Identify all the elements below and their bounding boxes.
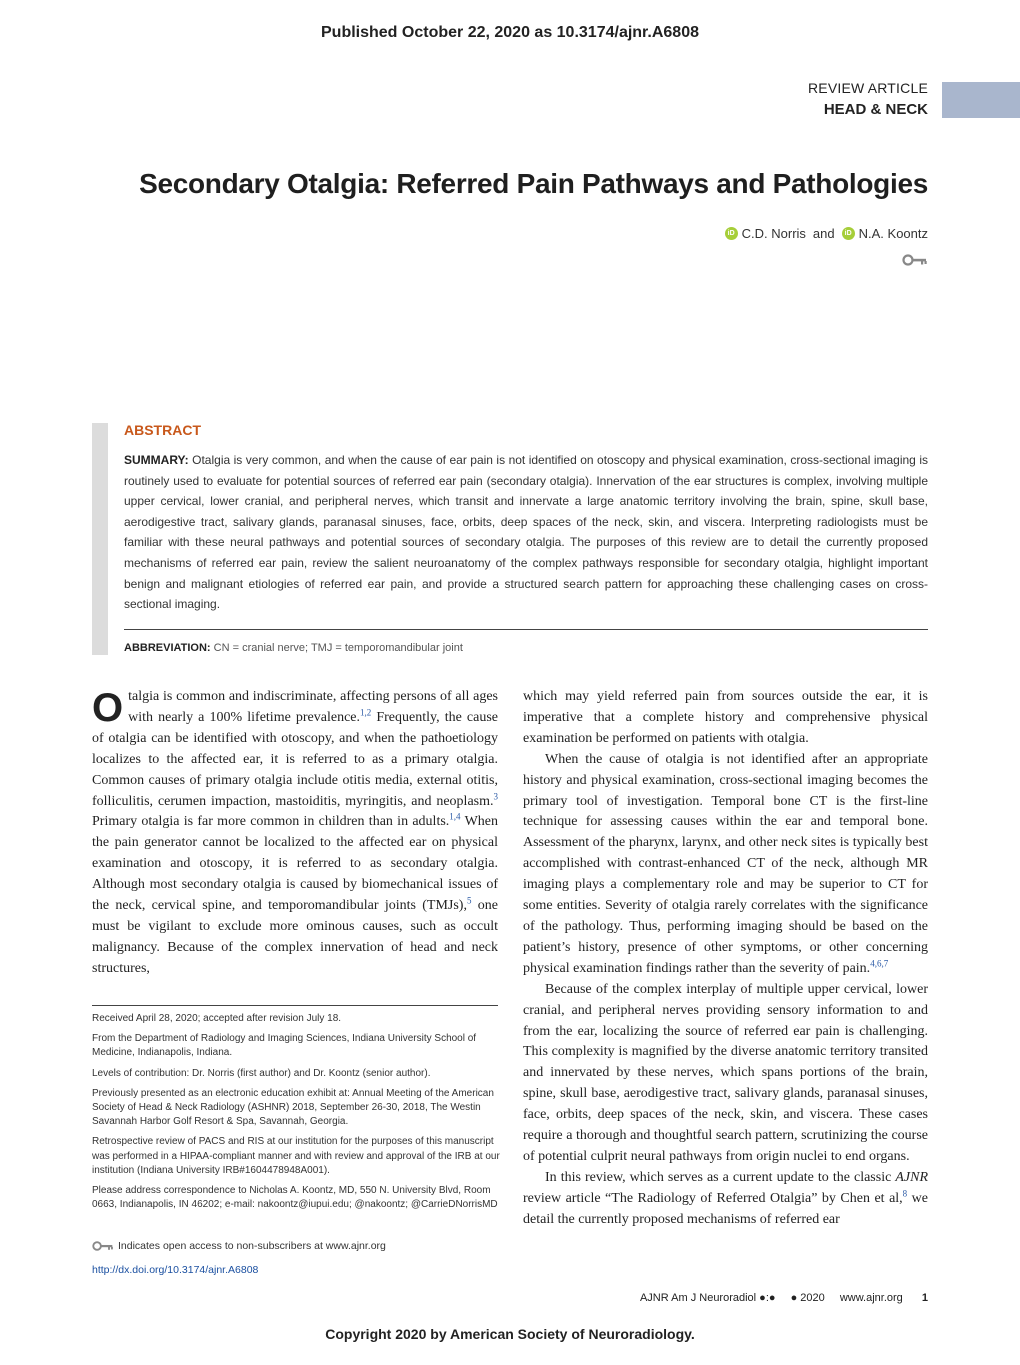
text-run: which may yield referred pain from sources outside the ear, it is imperative that a complete history and comprehensive physical examination be performed on patients with otalgia. <box>523 689 928 746</box>
summary-label: SUMMARY: <box>124 453 189 467</box>
footer-site[interactable]: www.ajnr.org <box>839 1292 903 1304</box>
footnotes <box>92 1012 502 1218</box>
footnote-affiliation: From the Department of Radiology and Imaging Sciences, Indiana University School of Medicine, Indianapolis, Indiana. <box>92 1033 477 1059</box>
footer-date: ● 2020 <box>790 1292 825 1304</box>
open-access-key-icon <box>902 253 928 267</box>
author-conjunction: and <box>812 226 835 241</box>
text-run: When the cause of otalgia is not identified after an appropriate history and physical examination, cross-sectional imaging becomes the primary tool of investigation. Temporal bone CT is the first-line technique for assessing causes within the ear and temporal bone. Assessment of the pharynx, larynx, and other neck sites is typically best accomplished with contrast-enhanced CT of the neck, although MR imaging plays a complementary role and may be superior to CT for some entities. Severity of otalgia rarely correlates with the significance of the pathology. Thus, performing imaging should be based on the patient’s history, presence of other symptoms, or other concerning physical examination findings rather than the severity of pain. <box>523 751 928 976</box>
published-line: Published October 22, 2020 as 10.3174/ajnr.A6808 <box>321 24 699 41</box>
citation[interactable]: 8 <box>902 1188 908 1199</box>
journal-name: AJNR <box>895 1169 928 1185</box>
copyright-line: Copyright 2020 by American Society of Neuroradiology. <box>325 1326 695 1342</box>
citation[interactable]: 5 <box>466 895 472 906</box>
summary-text: Otalgia is very common, and when the cause of ear pain is not identified on otoscopy and physical examination, cross-sectional imaging is routinely used to evaluate for potential sources of referred ear pain (secondary otalgia). Innervation of the ear structures is complex, involving multiple upper cervical, lower cranial, and peripheral nerves, which transit and innervate a large anatomic territory involving the brain, spine, skull base, aerodigestive tract, salivary glands, paranasal sinuses, face, orbits, deep spaces of the neck, skin, and viscera. Interpreting radiologists must be familiar with these neural pathways and potential sources of secondary otalgia. The purposes of this review are to detail the currently proposed mechanisms of referred ear pain, review the salient neuroanatomy of the complex pathways responsible for secondary otalgia, highlight important benign and malignant etiologies of referred ear pain, and provide a structured search pattern for approaching these challenging cases on cross-sectional imaging. <box>124 453 928 612</box>
abbrev-label: ABBREVIATION: <box>124 642 211 654</box>
text-run: Primary otalgia is far more common in children than in adults. <box>92 814 450 830</box>
body-paragraph <box>523 750 928 980</box>
open-access-text: Indicates open access to non-subscribers at www.ajnr.org <box>118 1240 386 1252</box>
footer-journal: AJNR Am J Neuroradiol ●:● <box>639 1292 776 1304</box>
citation[interactable]: 3 <box>493 790 498 801</box>
body-paragraph <box>523 980 928 1168</box>
body-column-left <box>92 687 498 980</box>
footnote-divider <box>92 1005 498 1006</box>
text-run: review article “The Radiology of Referred Otalgia” by Chen et al, <box>523 1190 903 1206</box>
body-column-right <box>523 687 928 1231</box>
footnote-received: Received April 28, 2020; accepted after revision July 18. <box>92 1013 342 1024</box>
text-run: When the pain generator cannot be localized to the affected ear on physical examination and otoscopy, it is referred to as secondary otalgia. Although most secondary otalgia is caused by biomechanical issues of the neck, cervical spine, and temporomandibular joints (TMJs), <box>92 814 498 914</box>
citation[interactable]: 1,4 <box>449 811 461 822</box>
text-run: Frequently, the cause of otalgia can be identified with otoscopy, and when the pathoetiology localizes to the affected ear, it is referred to as a primary otalgia. Common causes of primary otalgia include otitis media, external otitis, folliculitis, cerumen impaction, mastoiditis, myringitis, and neoplasm. <box>92 709 498 809</box>
orcid-icon[interactable]: iD <box>725 227 738 240</box>
abstract-heading: ABSTRACT <box>124 422 201 438</box>
section-color-tab <box>942 82 1020 118</box>
abbrev-text: CN = cranial nerve; TMJ = temporomandibular joint <box>213 642 463 654</box>
footnote-presented: Previously presented as an electronic education exhibit at: Annual Meeting of the American Society of Head & Neck Radiology (ASHNR) 2018, September 26-30, 2018, The Westin Savannah Harbor Golf Resort & Spa, Savannah, Georgia. <box>92 1087 494 1128</box>
footnote-correspondence: Please address correspondence to Nicholas A. Koontz, MD, 550 N. University Blvd, Room 0663, Indianapolis, IN 46202; e-mail: nakoontz@iupui.edu; @nakoontz; @CarrieDNorrisMD <box>92 1185 498 1211</box>
citation[interactable]: 4,6,7 <box>870 958 889 969</box>
abstract-side-bar <box>92 423 108 655</box>
page-number: 1 <box>921 1292 928 1304</box>
footnote-irb: Retrospective review of PACS and RIS at our institution for the purposes of this manuscript was performed in a HIPAA-compliant manner and with review and approval of the IRB at our institution (Indiana University IRB#1604478948A001). <box>92 1136 500 1176</box>
citation[interactable]: 1,2 <box>360 707 372 718</box>
doi-link[interactable]: http://dx.doi.org/10.3174/ajnr.A6808 <box>92 1264 259 1276</box>
text-run: one must be vigilant to exclude more ominous causes, such as occult malignancy. Because of the complex innervation of head and neck structures, <box>92 898 498 976</box>
author-name: C.D. Norris <box>741 226 806 241</box>
intro-paragraph <box>92 687 498 980</box>
body-paragraph <box>523 1168 928 1231</box>
open-access-note <box>92 1240 386 1252</box>
body-paragraph <box>523 687 928 750</box>
author-name: N.A. Koontz <box>858 226 928 241</box>
author-list <box>725 226 928 241</box>
article-type: REVIEW ARTICLE <box>807 80 928 96</box>
text-run: we detail the currently proposed mechanisms of referred ear <box>523 1190 928 1227</box>
drop-cap: O <box>92 686 124 730</box>
article-section: HEAD & NECK <box>823 101 928 118</box>
abstract-summary <box>124 450 928 615</box>
article-title: Secondary Otalgia: Referred Pain Pathways and Pathologies <box>139 168 928 199</box>
abstract-divider <box>124 629 928 630</box>
orcid-icon[interactable]: iD <box>842 227 855 240</box>
text-run: In this review, which serves as a current update to the classic <box>545 1169 896 1185</box>
text-run: talgia is common and indiscriminate, affecting persons of all ages with nearly a 100% lifetime prevalence. <box>128 689 498 725</box>
open-access-key-icon <box>92 1240 114 1252</box>
text-run: Because of the complex interplay of multiple upper cervical, lower cranial, and peripheral nerves providing sensory information to and from the ear, localizing the source of referred ear pain is challenging. This complexity is magnified by the diverse anatomic territory transited and innervated by these nerves, which spans portions of the brain, spine, skull base, aerodigestive tract, salivary glands, paranasal sinuses, face, orbits, deep spaces of the neck, skin, and viscera. These cases require a thorough and thoughtful search pattern, scrutinizing the course of potential culprit neural pathways from origin nuclei to end organs. <box>523 981 928 1164</box>
footnote-contribution: Levels of contribution: Dr. Norris (first author) and Dr. Koontz (senior author). <box>92 1067 431 1079</box>
page-footer <box>640 1292 928 1304</box>
abbreviations <box>124 642 463 654</box>
